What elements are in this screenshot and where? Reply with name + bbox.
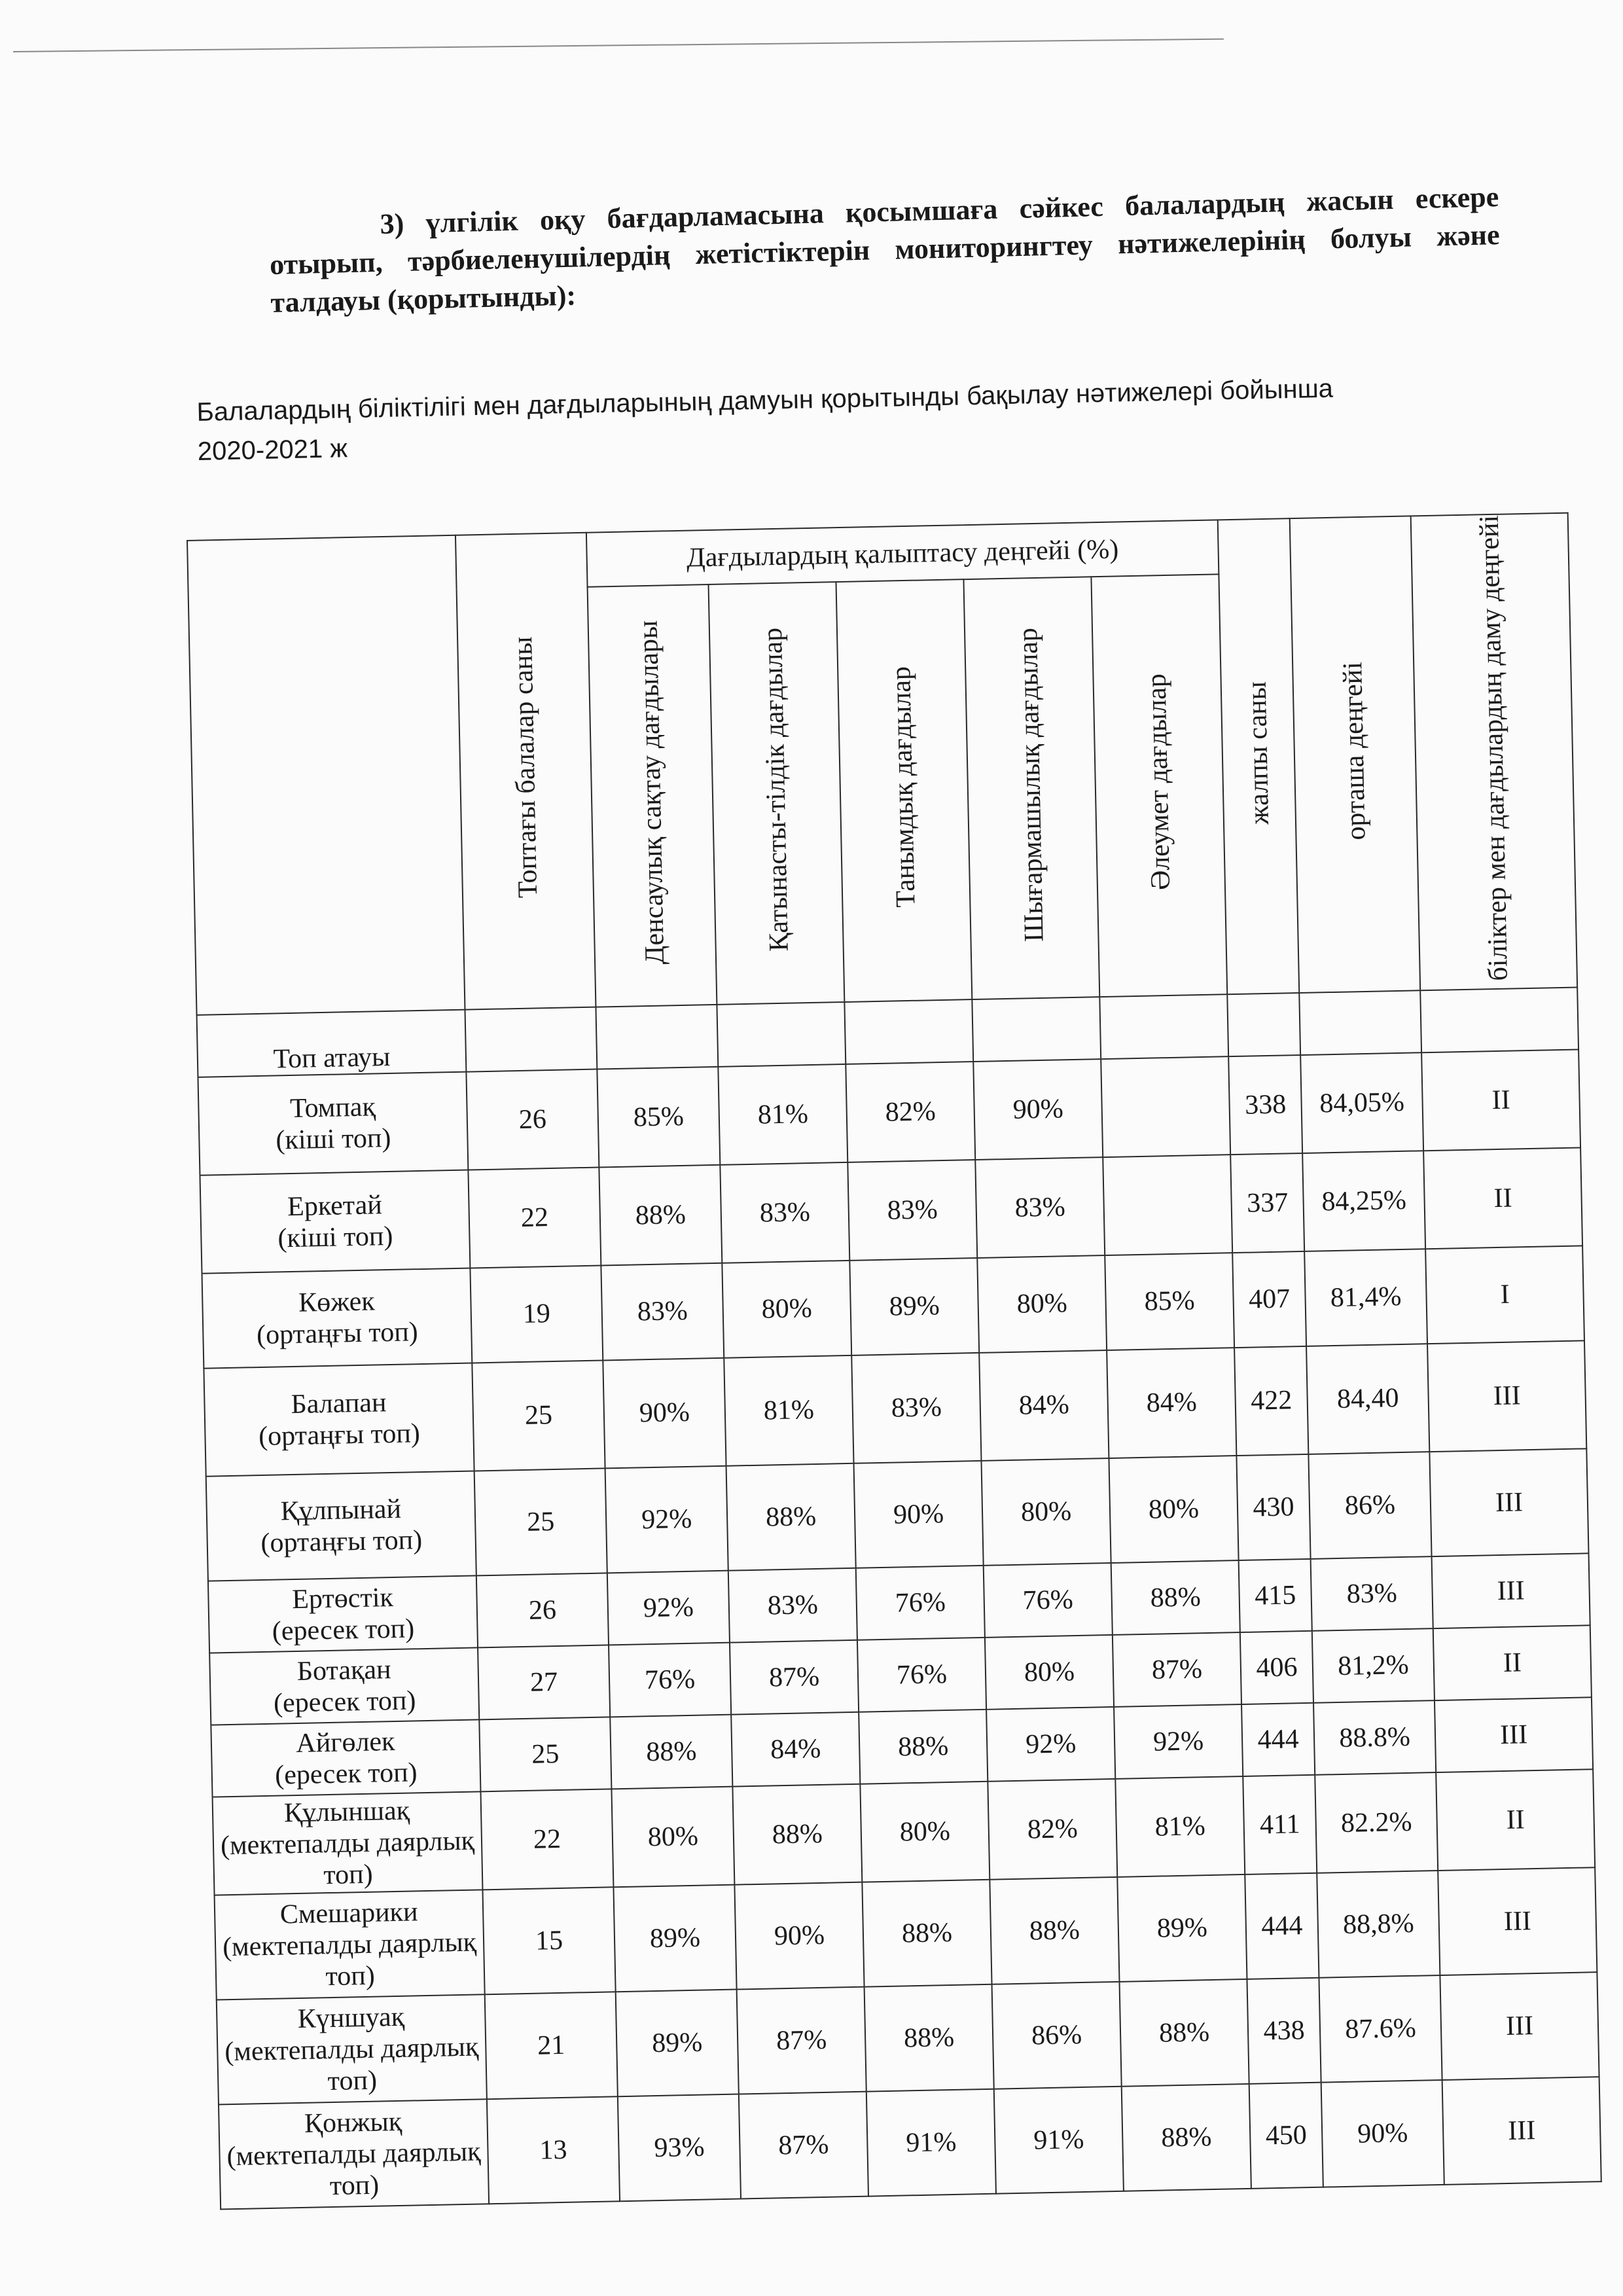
creative-value: 84%: [979, 1350, 1109, 1461]
group-age: (мектепалды даярлық топ): [220, 1825, 475, 1890]
development-level: III: [1438, 1867, 1597, 1975]
communication-value: 84%: [731, 1712, 860, 1786]
group-name-cell: [213, 1791, 483, 1895]
health-value: 88%: [599, 1165, 722, 1266]
group-name-cell: [211, 1719, 480, 1797]
creative-value: 88%: [990, 1877, 1119, 1984]
group-age: (кіші топ): [276, 1122, 391, 1156]
social-value: 88%: [1111, 1560, 1240, 1635]
group-name: Томпақ: [289, 1092, 376, 1124]
group-age: (кіші топ): [277, 1221, 393, 1254]
health-value: 85%: [597, 1067, 720, 1168]
social-value: 81%: [1115, 1776, 1245, 1877]
caption-line-2: 2020-2021 ж: [197, 434, 348, 466]
total-value: 444: [1241, 1702, 1315, 1776]
total-value: 411: [1243, 1774, 1317, 1874]
total-value: 422: [1234, 1346, 1308, 1456]
health-value: 92%: [605, 1465, 728, 1573]
creative-value: 80%: [977, 1255, 1107, 1353]
social-value: 89%: [1117, 1874, 1247, 1982]
creative-value: 82%: [988, 1779, 1117, 1880]
creative-value: 90%: [973, 1059, 1103, 1160]
health-value: 89%: [616, 1989, 739, 2096]
creative-value: 83%: [975, 1157, 1105, 1258]
group-name: Смешарики: [279, 1897, 418, 1930]
group-age: (мектепалды даярлық топ): [224, 2032, 479, 2096]
header-cognitive: Танымдық дағдылар: [836, 579, 972, 1001]
health-value: 83%: [601, 1263, 724, 1360]
social-value: 88%: [1119, 1979, 1249, 2087]
group-name: Айгөлек: [295, 1726, 395, 1759]
social-value: 80%: [1109, 1456, 1238, 1563]
communication-value: 80%: [722, 1261, 851, 1358]
communication-value: 81%: [718, 1064, 847, 1165]
communication-value: 83%: [728, 1568, 857, 1642]
development-level: III: [1440, 1972, 1599, 2080]
scan-edge-line: [13, 39, 1224, 52]
group-name-cell: [219, 2099, 489, 2209]
total-value: 450: [1249, 2082, 1323, 2188]
average-value: 86%: [1308, 1452, 1431, 1559]
header-corner-cell: [187, 535, 465, 1015]
group-name-cell: [198, 1071, 468, 1175]
header-creative: Шығармашылық дағдылар: [963, 577, 1099, 999]
communication-value: 87%: [737, 1986, 866, 2094]
cognitive-value: 88%: [862, 1879, 991, 1986]
creative-value: 80%: [985, 1635, 1114, 1710]
table-body: [198, 1049, 1601, 2209]
group-age: (ортаңғы топ): [258, 1418, 421, 1452]
creative-value: 92%: [986, 1707, 1115, 1782]
total-value: 444: [1245, 1873, 1319, 1979]
communication-value: 88%: [726, 1463, 856, 1571]
header-health: Денсаулық сақтау дағдылары: [588, 584, 717, 1007]
average-value: 81,2%: [1312, 1628, 1435, 1703]
communication-value: 88%: [732, 1784, 862, 1884]
communication-value: 87%: [739, 2091, 868, 2198]
group-name-cell: [217, 1994, 487, 2104]
group-name: Құлпынай: [280, 1494, 402, 1527]
group-age: (мектепалды даярлық топ): [222, 1927, 477, 1992]
header-average: орташа деңгейі: [1290, 516, 1421, 992]
header-communication: Қатынасты-тілдік дағдылар: [709, 582, 845, 1004]
communication-value: 81%: [724, 1355, 853, 1466]
development-level: III: [1432, 1553, 1590, 1628]
group-name-cell: [204, 1363, 474, 1476]
header-group-count: Топтағы балалар саны: [455, 533, 596, 1010]
health-value: 92%: [607, 1570, 730, 1645]
social-value: [1101, 1056, 1230, 1157]
health-value: 90%: [603, 1357, 726, 1468]
group-name: Ертөстік: [291, 1582, 394, 1615]
average-value: 82.2%: [1315, 1772, 1438, 1873]
creative-value: 76%: [984, 1563, 1113, 1638]
children-count: 26: [466, 1069, 599, 1170]
health-value: 89%: [613, 1884, 736, 1992]
group-name-cell: [202, 1268, 472, 1368]
total-value: 406: [1240, 1631, 1313, 1704]
group-name-cell: [206, 1471, 476, 1581]
development-level: I: [1425, 1246, 1584, 1344]
total-value: 338: [1228, 1055, 1302, 1155]
cognitive-value: 82%: [846, 1062, 975, 1162]
average-value: 84,05%: [1300, 1052, 1423, 1153]
children-count: 15: [482, 1887, 615, 1994]
development-level: II: [1436, 1769, 1595, 1871]
development-level: III: [1435, 1697, 1593, 1772]
average-value: 88,8%: [1317, 1871, 1440, 1978]
group-name-cell: [215, 1890, 485, 2000]
group-age: (мектепалды даярлық топ): [226, 2136, 481, 2201]
development-level: II: [1433, 1625, 1592, 1700]
average-value: 88.8%: [1313, 1700, 1436, 1775]
children-count: 22: [480, 1789, 613, 1890]
health-value: 76%: [609, 1642, 731, 1717]
health-value: 80%: [611, 1786, 734, 1887]
creative-value: 91%: [994, 2086, 1124, 2193]
social-value: 85%: [1105, 1253, 1234, 1350]
communication-value: 87%: [730, 1640, 859, 1714]
development-level: II: [1423, 1147, 1582, 1249]
total-value: 415: [1239, 1559, 1312, 1632]
development-level: III: [1427, 1340, 1586, 1452]
children-count: 13: [487, 2096, 620, 2204]
cognitive-value: 89%: [849, 1258, 979, 1355]
health-value: 93%: [618, 2094, 741, 2201]
group-age: (ортаңғы топ): [256, 1317, 419, 1351]
cognitive-value: 90%: [854, 1461, 984, 1568]
social-value: 88%: [1122, 2084, 1251, 2191]
children-count: 22: [468, 1167, 601, 1268]
children-count: 21: [485, 1992, 618, 2099]
cognitive-value: 91%: [866, 2089, 996, 2196]
cognitive-value: 83%: [847, 1160, 977, 1261]
header-total: жалпы саны: [1218, 518, 1300, 994]
group-name: Балапан: [291, 1388, 387, 1420]
children-count: 19: [470, 1265, 603, 1363]
development-level: II: [1421, 1049, 1580, 1151]
group-age: (ересек топ): [273, 1685, 416, 1719]
average-value: 90%: [1321, 2080, 1444, 2187]
social-value: 84%: [1107, 1348, 1236, 1458]
monitoring-table: [187, 512, 1602, 2210]
group-name-cell: [208, 1575, 478, 1653]
cognitive-value: 80%: [860, 1781, 990, 1882]
section-heading: 3) үлгілік оқу бағдарламасына қосымшаға сәйкес балалардың жасын ескере отырып, тәрбиеленушілердің жетістіктерін мониторингтеу нәтижелерінің болуы және талдауы (қорытынды):: [269, 181, 1501, 319]
total-value: 337: [1230, 1153, 1304, 1253]
cognitive-value: 88%: [865, 1984, 994, 2091]
total-value: 438: [1247, 1977, 1321, 2083]
group-name: Құлыншақ: [283, 1795, 410, 1829]
creative-value: 80%: [981, 1458, 1111, 1566]
caption-line-1: Балалардың біліктілігі мен дағдыларының дамуын қорытынды бақылау нәтижелері бойынша: [196, 374, 1334, 427]
group-age: (ересек топ): [272, 1613, 415, 1647]
communication-value: 90%: [734, 1882, 864, 1989]
cognitive-value: 76%: [856, 1566, 985, 1640]
header-social: Әлеумет дағдылар: [1091, 575, 1227, 997]
children-count: 27: [478, 1645, 610, 1719]
average-value: 84,25%: [1302, 1151, 1425, 1251]
header-development: біліктер мен дағдылардың даму деңгейі: [1411, 513, 1577, 990]
children-count: 25: [479, 1717, 611, 1791]
cognitive-value: 83%: [851, 1353, 981, 1463]
total-value: 407: [1232, 1251, 1306, 1348]
total-value: 430: [1236, 1454, 1310, 1560]
creative-value: 86%: [992, 1982, 1122, 2089]
social-value: [1103, 1155, 1232, 1255]
group-name-cell: [200, 1170, 470, 1273]
header-skills-level: Дағдылардың қалыптасу деңгейі (%): [586, 520, 1219, 587]
cognitive-value: 88%: [859, 1710, 988, 1784]
header-group-name: Топ атауы: [197, 1009, 467, 1077]
average-value: 81,4%: [1304, 1249, 1427, 1346]
children-count: 26: [476, 1573, 609, 1647]
average-value: 83%: [1311, 1556, 1433, 1631]
average-value: 84,40: [1306, 1344, 1429, 1454]
group-name: Ботақан: [296, 1654, 391, 1687]
group-name: Қонжық: [304, 2106, 402, 2139]
group-name: Көжек: [298, 1286, 376, 1318]
social-value: 87%: [1113, 1632, 1241, 1707]
monitoring-table-wrapper: [187, 512, 1601, 2210]
social-value: 92%: [1114, 1704, 1243, 1779]
children-count: 25: [474, 1468, 607, 1575]
development-level: III: [1442, 2077, 1601, 2185]
development-level: III: [1429, 1448, 1588, 1556]
group-name: Еркетай: [287, 1189, 383, 1222]
group-age: (ересек топ): [274, 1757, 418, 1791]
health-value: 88%: [610, 1714, 732, 1789]
communication-value: 83%: [720, 1162, 849, 1263]
group-name-cell: [209, 1647, 479, 1725]
children-count: 25: [472, 1360, 605, 1471]
table-caption: [196, 366, 1480, 471]
cognitive-value: 76%: [857, 1638, 986, 1712]
average-value: 87.6%: [1319, 1975, 1442, 2083]
group-age: (ортаңғы топ): [260, 1524, 423, 1558]
group-name: Күншуақ: [297, 2001, 405, 2034]
